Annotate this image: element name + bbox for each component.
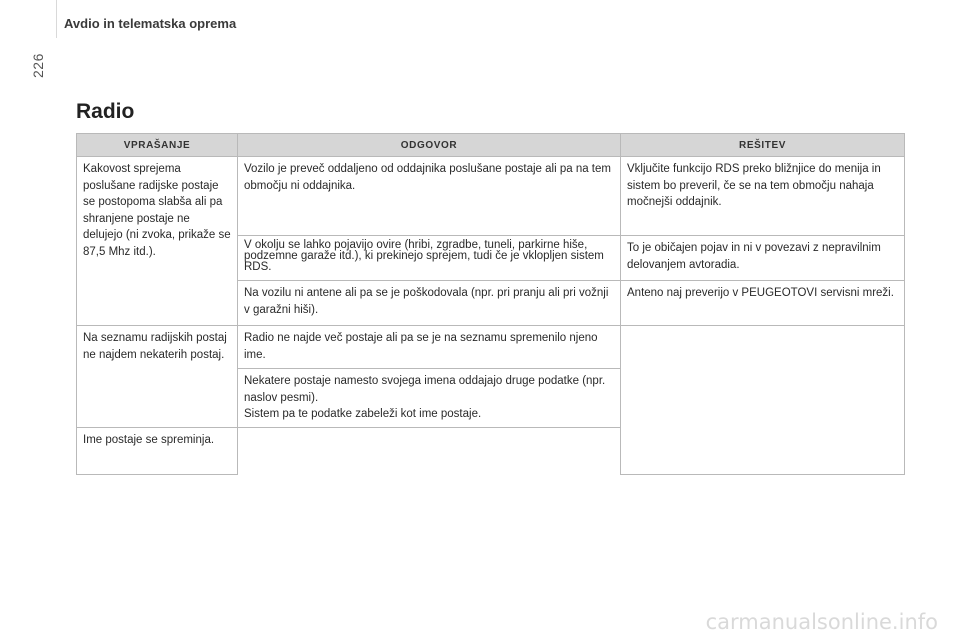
watermark-text: carmanualsonline.info bbox=[705, 610, 938, 634]
solution-cell: To je običajen pojav in ni v povezavi z nepravilnim delovanjem avtoradia. bbox=[621, 236, 905, 281]
column-header-solution: REŠITEV bbox=[621, 134, 905, 157]
solution-cell: Vključite funkcijo RDS preko bližnjice do menija in sistem bo preveril, če se na tem območju nahaja močnejši oddajnik. bbox=[621, 157, 905, 236]
answer-cell: Na vozilu ni antene ali pa se je poškodovala (npr. pri pranju ali pri vožnji v garažni hiši). bbox=[238, 281, 621, 326]
answer-cell bbox=[238, 369, 621, 428]
solution-cell: Anteno naj preverijo v PEUGEOTOVI servisni mreži. bbox=[621, 281, 905, 326]
table-row bbox=[77, 157, 905, 236]
answer-line: Nekatere postaje namesto svojega imena oddajajo druge podatke (npr. naslov pesmi). bbox=[244, 375, 606, 404]
troubleshooting-table bbox=[76, 133, 905, 475]
table-row bbox=[77, 326, 905, 369]
answer-cell: V okolju se lahko pojavijo ovire (hribi, zgradbe, tuneli, parkirne hiše, podzemne garaže itd.), ki prekinejo sprejem, tudi če je vklopljen sistem RDS. bbox=[238, 236, 621, 281]
solution-cell-empty bbox=[621, 326, 905, 475]
column-header-answer: ODGOVOR bbox=[238, 134, 621, 157]
header-rule bbox=[56, 0, 57, 38]
answer-cell: Vozilo je preveč oddaljeno od oddajnika poslušane postaje ali pa na tem območju ni oddajnika. bbox=[238, 157, 621, 236]
column-header-question: VPRAŠANJE bbox=[77, 134, 238, 157]
page-title: Radio bbox=[76, 100, 135, 123]
table-header-row bbox=[77, 134, 905, 157]
page-number: 226 bbox=[30, 53, 46, 78]
answer-line: Sistem pa te podatke zabeleži kot ime postaje. bbox=[244, 408, 482, 420]
question-cell: Kakovost sprejema poslušane radijske postaje se postopoma slabša ali pa shranjene postaje ne delujejo (ni zvoka, prikaže se 87,5 Mhz itd.). bbox=[77, 157, 238, 326]
question-cell: Ime postaje se spreminja. bbox=[77, 427, 238, 474]
section-title: Avdio in telematska oprema bbox=[64, 16, 237, 31]
question-cell: Na seznamu radijskih postaj ne najdem nekaterih postaj. bbox=[77, 326, 238, 428]
answer-cell: Radio ne najde več postaje ali pa se je na seznamu spremenilo njeno ime. bbox=[238, 326, 621, 369]
